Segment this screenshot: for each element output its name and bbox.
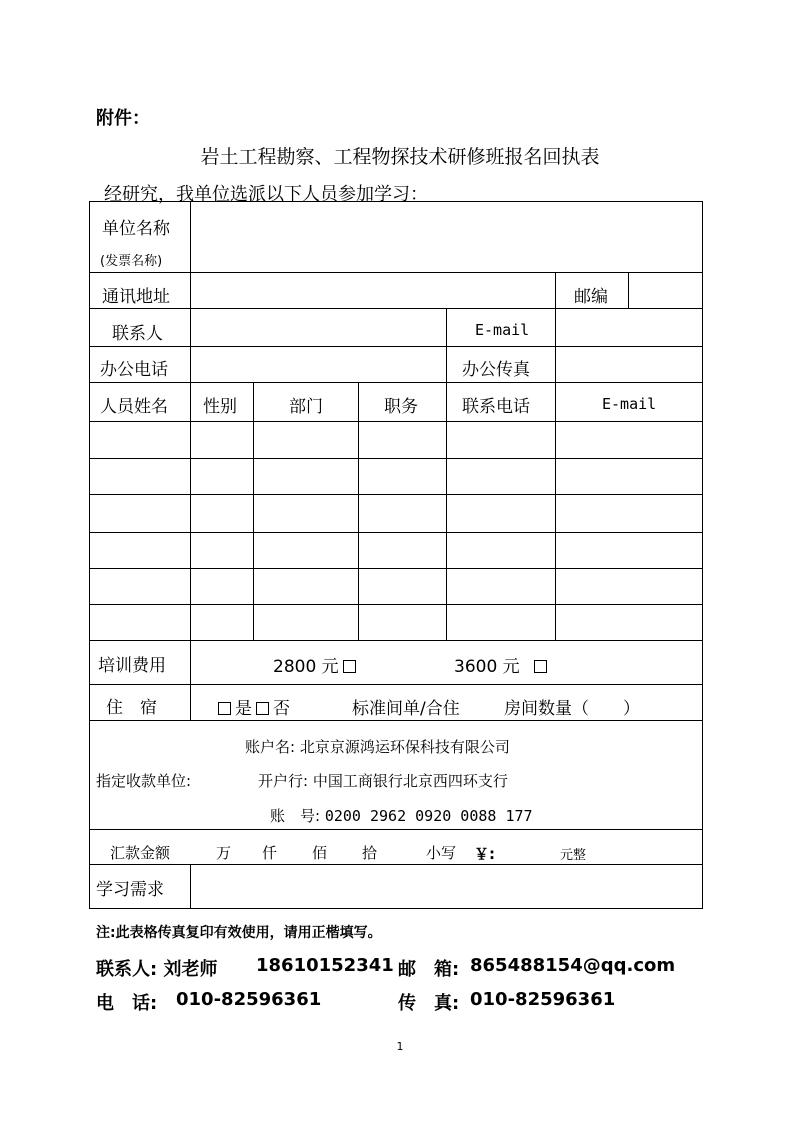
participant-row[interactable] xyxy=(91,459,702,493)
account-number-value: 0200 2962 0920 0088 177 xyxy=(324,807,533,825)
office-fax-field[interactable] xyxy=(556,347,702,381)
fee-option-2800[interactable] xyxy=(273,652,360,677)
remit-yen-label: ￥: xyxy=(474,845,495,863)
learning-needs-field[interactable] xyxy=(191,865,702,907)
room-count-label: 房间数量（ ） xyxy=(504,699,640,719)
fee-option-3600-label: 3600 元 xyxy=(454,657,520,677)
form-title: 岩土工程勘察、工程物探技术研修班报名回执表 xyxy=(200,146,600,168)
participant-row[interactable] xyxy=(91,422,702,457)
column-header-gender: 性别 xyxy=(203,397,237,417)
remit-unit-qian: 仟 xyxy=(262,844,278,862)
lodging-label: 住 宿 xyxy=(106,698,157,718)
column-header-phone: 联系电话 xyxy=(462,397,530,417)
contact-person: 联系人: 刘老师 xyxy=(96,959,218,980)
account-number-label: 账 号: xyxy=(270,807,321,825)
tel-label: 电 话: xyxy=(96,993,158,1014)
remit-unit-bai: 佰 xyxy=(312,844,328,862)
unit-name-field[interactable] xyxy=(191,203,702,271)
payee-label: 指定收款单位: xyxy=(96,772,192,790)
checkbox-icon[interactable] xyxy=(534,660,547,673)
account-name: 账户名: 北京京源鸿运环保科技有限公司 xyxy=(245,738,510,756)
tel-value: 010-82596361 xyxy=(176,989,322,1010)
unit-name-label: 单位名称 xyxy=(102,219,170,239)
remit-label: 汇款金额 xyxy=(110,844,171,862)
participant-row[interactable] xyxy=(91,605,702,639)
checkbox-icon[interactable] xyxy=(218,702,231,715)
address-label: 通讯地址 xyxy=(102,287,170,307)
address-field[interactable] xyxy=(191,273,555,307)
contact-phone: 18610152341 xyxy=(256,955,394,976)
email-label: E-mail xyxy=(475,321,530,339)
participant-row[interactable] xyxy=(91,569,702,603)
lodging-no-label: 否 xyxy=(273,699,290,719)
column-header-department: 部门 xyxy=(289,397,323,417)
bank-name: 开户行: 中国工商银行北京西四环支行 xyxy=(258,772,508,790)
fee-option-3600[interactable] xyxy=(454,652,551,677)
email-field[interactable] xyxy=(556,309,702,345)
fax-label: 传 真: xyxy=(398,993,460,1014)
lodging-options[interactable] xyxy=(214,694,290,719)
page-number: 1 xyxy=(396,1040,404,1053)
fax-value: 010-82596361 xyxy=(470,989,616,1010)
postcode-field[interactable] xyxy=(629,273,702,307)
remit-end-label: 元整 xyxy=(560,848,587,863)
account-number xyxy=(270,805,533,826)
invoice-name-label: (发票名称) xyxy=(100,254,163,269)
intro-text: 经研究，我单位选派以下人员参加学习： xyxy=(104,184,428,205)
contact-person-label: 联系人 xyxy=(112,324,163,344)
learning-needs-label: 学习需求 xyxy=(96,880,164,900)
office-fax-label: 办公传真 xyxy=(462,360,530,380)
checkbox-icon[interactable] xyxy=(343,660,356,673)
remit-unit-shi: 拾 xyxy=(362,844,378,862)
participant-row[interactable] xyxy=(91,533,702,567)
participant-row[interactable] xyxy=(91,495,702,531)
office-phone-field[interactable] xyxy=(191,347,446,381)
remit-lowercase-label: 小写 xyxy=(426,844,457,862)
fee-label: 培训费用 xyxy=(98,656,166,676)
contact-person-field[interactable] xyxy=(191,309,446,345)
postcode-label: 邮编 xyxy=(574,287,608,307)
mail-label: 邮 箱: xyxy=(398,959,460,980)
mail-value[interactable]: 865488154@qq.com xyxy=(470,955,676,976)
registration-form-table xyxy=(89,201,703,909)
column-header-position: 职务 xyxy=(384,397,418,417)
remit-unit-wan: 万 xyxy=(216,844,232,862)
room-type-label: 标准间单/合住 xyxy=(352,699,460,719)
fee-option-2800-label: 2800 元 xyxy=(273,657,339,677)
column-header-email: E-mail xyxy=(602,395,657,413)
checkbox-icon[interactable] xyxy=(256,702,269,715)
attachment-label: 附件： xyxy=(96,108,150,129)
footer-note: 注:此表格传真复印有效使用，请用正楷填写。 xyxy=(96,925,382,941)
lodging-yes-label: 是 xyxy=(235,699,252,719)
column-header-name: 人员姓名 xyxy=(100,397,168,417)
office-phone-label: 办公电话 xyxy=(100,360,168,380)
